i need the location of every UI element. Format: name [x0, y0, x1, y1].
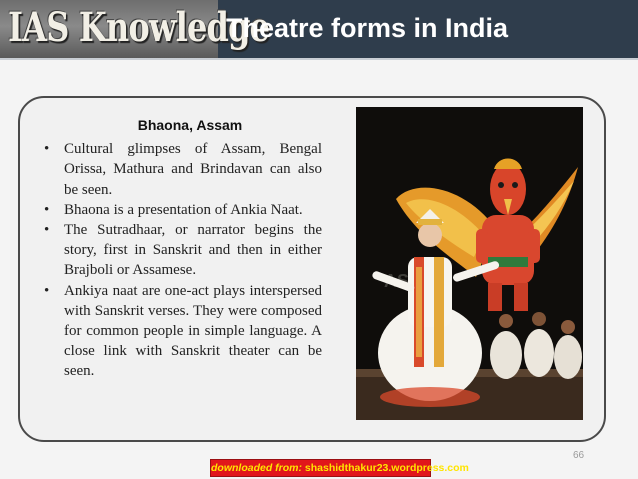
performance-photo-illustration [356, 107, 583, 420]
download-source-banner [210, 459, 469, 477]
subheading: Bhaona, Assam [137, 117, 243, 133]
performance-photo [356, 107, 583, 420]
logo-text: IAS Knowledge [8, 4, 270, 51]
text-block [42, 115, 322, 382]
header-bar [0, 0, 638, 58]
bullet-list [42, 139, 322, 381]
bullet-item [42, 281, 322, 382]
page-number: 66 [573, 450, 585, 461]
bullet-icon: • [44, 141, 50, 158]
bullet-icon: • [44, 222, 50, 239]
bullet-icon: • [44, 201, 50, 218]
bullet-item [42, 200, 322, 220]
bullet-icon: • [44, 282, 50, 299]
bullet-text: Bhaona is a presentation of Ankia Naat. [64, 201, 303, 218]
bullet-item [42, 220, 322, 281]
logo [0, 0, 270, 58]
source-site: shashidthakur23.wordpress.com [304, 462, 469, 474]
source-prefix: downloaded from: [211, 462, 302, 474]
bullet-text: Cultural glimpses of Assam, Bengal Orissa, Mathura and Brindavan can also be seen. [64, 141, 322, 198]
bullet-item [42, 139, 322, 200]
bullet-text: The Sutradhaar, or narrator begins the story, first in Sanskrit and then in either Brajboli or Assamese. [64, 222, 322, 279]
header-divider [0, 58, 638, 60]
bullet-text: Ankiya naat are one-act plays interspersed with Sanskrit verses. They were composed for common people in simple language. A close link with Sanskrit theater can be seen. [64, 282, 322, 380]
slide-title: Theatre forms in India [226, 13, 509, 43]
